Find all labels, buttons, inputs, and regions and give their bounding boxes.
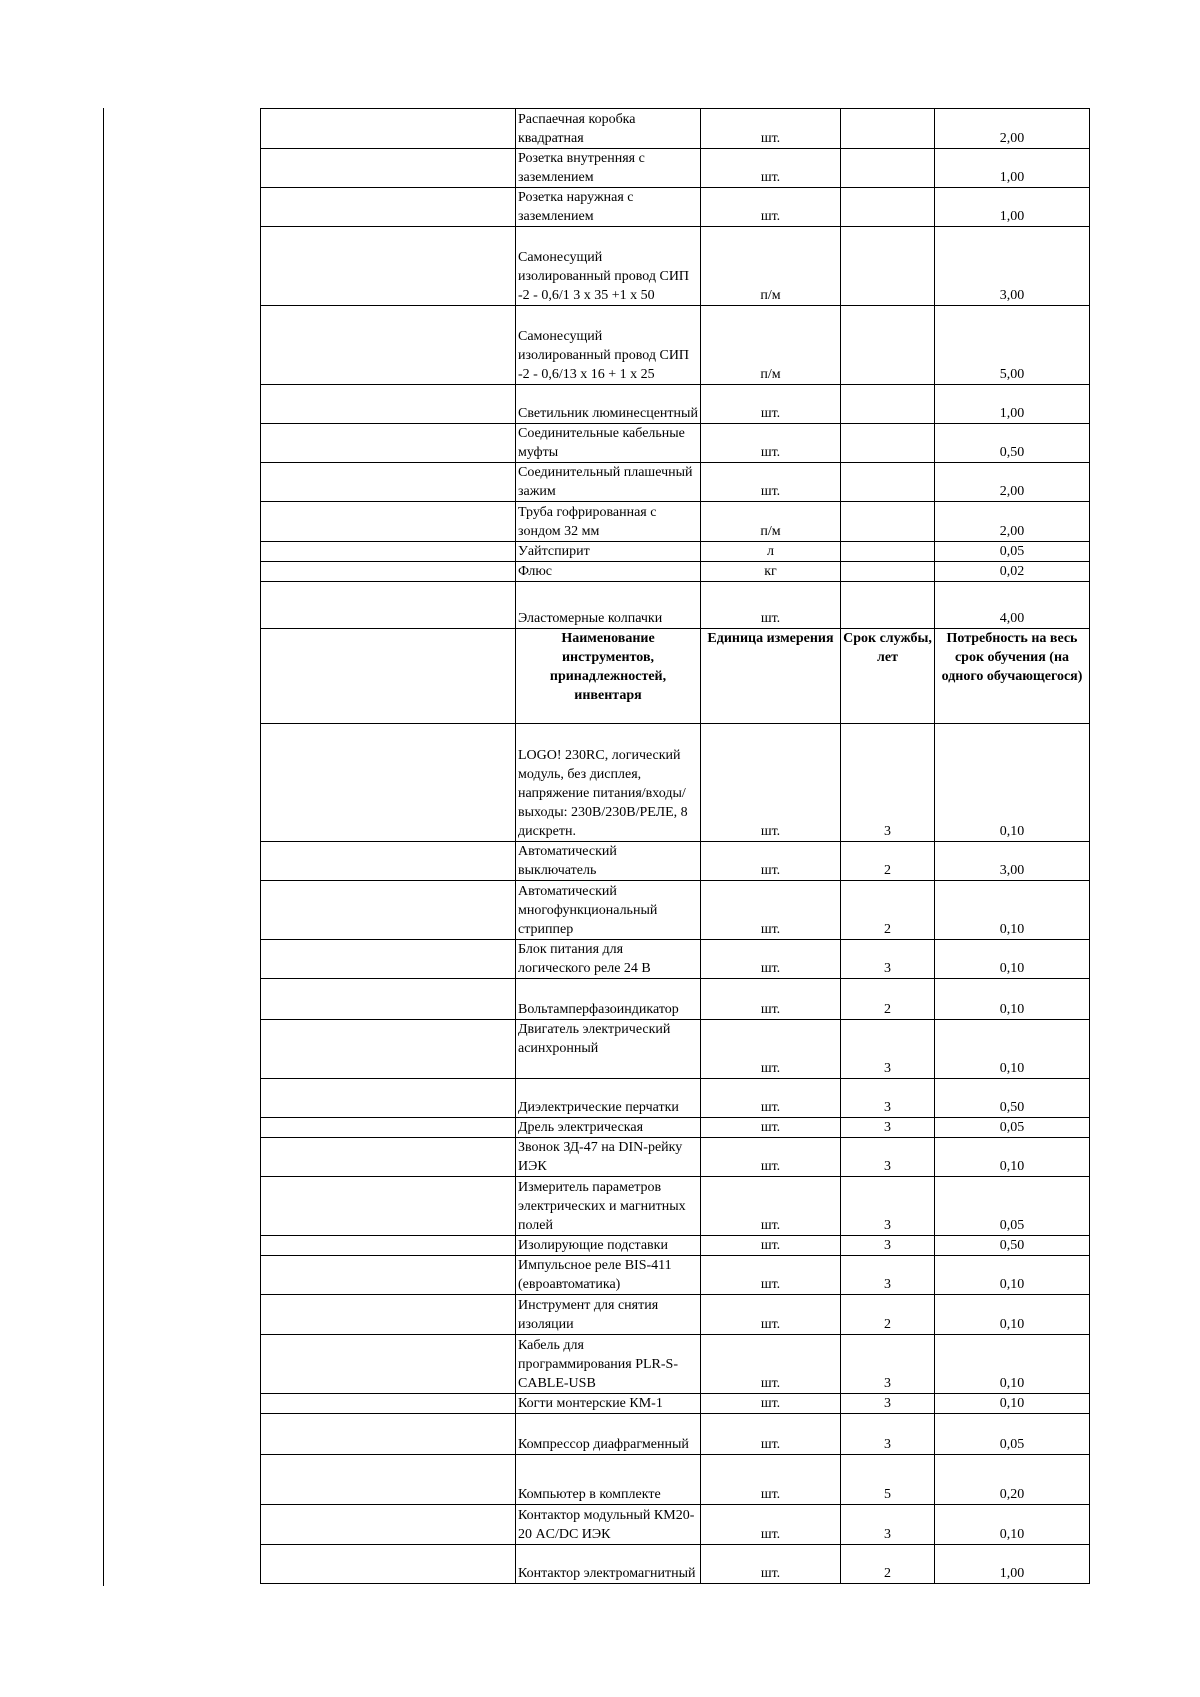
table-row — [261, 842, 1090, 881]
item-life: 3 — [841, 1256, 935, 1295]
item-qty: 0,10 — [935, 1505, 1090, 1545]
spacer-cell — [261, 1545, 516, 1584]
spacer-cell — [261, 1236, 516, 1256]
item-qty: 1,00 — [935, 188, 1090, 227]
item-life — [841, 502, 935, 542]
table-row — [261, 1335, 1090, 1394]
item-name: Двигатель электрический асинхронный — [516, 1020, 701, 1079]
table-row — [261, 188, 1090, 227]
item-qty: 0,10 — [935, 1295, 1090, 1335]
item-name: Соединительный плашечный зажим — [516, 463, 701, 502]
item-name: Когти монтерские КМ-1 — [516, 1394, 701, 1414]
item-name: Флюс — [516, 562, 701, 582]
item-name: Изолирующие подставки — [516, 1236, 701, 1256]
item-qty: 3,00 — [935, 227, 1090, 306]
spacer-cell — [261, 1455, 516, 1505]
item-unit: п/м — [701, 227, 841, 306]
spacer-cell — [261, 1256, 516, 1295]
item-life — [841, 188, 935, 227]
table-row — [261, 385, 1090, 424]
item-name: Соединительные кабельные муфты — [516, 424, 701, 463]
item-unit: шт. — [701, 724, 841, 842]
item-life: 3 — [841, 1394, 935, 1414]
item-life: 3 — [841, 1020, 935, 1079]
item-name: Труба гофрированная с зондом 32 мм — [516, 502, 701, 542]
item-unit: шт. — [701, 1177, 841, 1236]
item-qty: 0,05 — [935, 1177, 1090, 1236]
item-unit: шт. — [701, 979, 841, 1020]
item-life: 3 — [841, 940, 935, 979]
item-unit: шт. — [701, 1256, 841, 1295]
item-name: Контактор модульный КМ20-20 AC/DC ИЭК — [516, 1505, 701, 1545]
item-qty: 5,00 — [935, 306, 1090, 385]
table-body — [261, 109, 1090, 1584]
item-unit: шт. — [701, 1236, 841, 1256]
item-unit: шт. — [701, 1394, 841, 1414]
item-life — [841, 542, 935, 562]
table-row — [261, 1505, 1090, 1545]
item-life — [841, 149, 935, 188]
item-qty: 2,00 — [935, 502, 1090, 542]
table-row — [261, 1118, 1090, 1138]
spacer-cell — [261, 1414, 516, 1455]
table-row — [261, 1455, 1090, 1505]
item-qty: 2,00 — [935, 109, 1090, 149]
item-qty: 0,10 — [935, 1020, 1090, 1079]
item-qty: 0,05 — [935, 542, 1090, 562]
item-unit: шт. — [701, 463, 841, 502]
left-margin-rule — [103, 108, 104, 1586]
item-qty: 4,00 — [935, 582, 1090, 629]
spacer-cell — [261, 940, 516, 979]
item-life — [841, 227, 935, 306]
spacer-cell — [261, 881, 516, 940]
item-name: Розетка наружная с заземлением — [516, 188, 701, 227]
spacer-cell — [261, 306, 516, 385]
item-name: Автоматический выключатель — [516, 842, 701, 881]
header-row — [261, 629, 1090, 724]
spacer-cell — [261, 629, 516, 724]
spacer-cell — [261, 463, 516, 502]
table-row — [261, 582, 1090, 629]
item-life: 3 — [841, 1138, 935, 1177]
materials-table — [260, 108, 1090, 1584]
item-unit: шт. — [701, 1138, 841, 1177]
item-name: Импульсное реле BIS-411 (евроавтоматика) — [516, 1256, 701, 1295]
item-life: 2 — [841, 979, 935, 1020]
table-row — [261, 149, 1090, 188]
item-qty: 2,00 — [935, 463, 1090, 502]
item-unit: шт. — [701, 1335, 841, 1394]
item-unit: шт. — [701, 1295, 841, 1335]
item-life — [841, 463, 935, 502]
item-unit: шт. — [701, 1020, 841, 1079]
item-qty: 0,10 — [935, 1335, 1090, 1394]
item-name: Измеритель параметров электрических и магнитных полей — [516, 1177, 701, 1236]
spacer-cell — [261, 1118, 516, 1138]
item-life: 3 — [841, 724, 935, 842]
table-row — [261, 1079, 1090, 1118]
spacer-cell — [261, 1505, 516, 1545]
item-qty: 0,10 — [935, 724, 1090, 842]
item-unit: шт. — [701, 1505, 841, 1545]
item-life — [841, 385, 935, 424]
item-unit: шт. — [701, 1414, 841, 1455]
item-life: 3 — [841, 1118, 935, 1138]
spacer-cell — [261, 582, 516, 629]
header-life: Срок службы, лет — [841, 629, 935, 724]
item-unit: шт. — [701, 940, 841, 979]
item-life: 3 — [841, 1335, 935, 1394]
item-qty: 1,00 — [935, 149, 1090, 188]
item-name: Компрессор диафрагменный — [516, 1414, 701, 1455]
item-name: Контактор электромагнитный — [516, 1545, 701, 1584]
spacer-cell — [261, 149, 516, 188]
spacer-cell — [261, 842, 516, 881]
table-row — [261, 1545, 1090, 1584]
item-life: 2 — [841, 1545, 935, 1584]
item-qty: 0,02 — [935, 562, 1090, 582]
item-life: 3 — [841, 1177, 935, 1236]
spacer-cell — [261, 724, 516, 842]
table-row — [261, 306, 1090, 385]
item-name: Инструмент для снятия изоляции — [516, 1295, 701, 1335]
item-name: Диэлектрические перчатки — [516, 1079, 701, 1118]
item-qty: 0,05 — [935, 1414, 1090, 1455]
spacer-cell — [261, 1295, 516, 1335]
item-life: 3 — [841, 1414, 935, 1455]
table-row — [261, 940, 1090, 979]
item-unit: шт. — [701, 582, 841, 629]
spacer-cell — [261, 562, 516, 582]
item-qty: 0,10 — [935, 940, 1090, 979]
item-qty: 3,00 — [935, 842, 1090, 881]
item-qty: 0,20 — [935, 1455, 1090, 1505]
spacer-cell — [261, 1177, 516, 1236]
spacer-cell — [261, 1020, 516, 1079]
item-qty: 1,00 — [935, 385, 1090, 424]
item-qty: 0,10 — [935, 1394, 1090, 1414]
item-unit: л — [701, 542, 841, 562]
table-row — [261, 227, 1090, 306]
table-row — [261, 1414, 1090, 1455]
table-row — [261, 1236, 1090, 1256]
item-unit: шт. — [701, 881, 841, 940]
table-row — [261, 542, 1090, 562]
item-life: 2 — [841, 881, 935, 940]
item-unit: шт. — [701, 385, 841, 424]
header-unit: Единица измерения — [701, 629, 841, 724]
table-row — [261, 881, 1090, 940]
header-name: Наименование инструментов, принадлежностей, инвентаря — [516, 629, 701, 724]
item-name: Светильник люминесцентный — [516, 385, 701, 424]
item-unit: шт. — [701, 1455, 841, 1505]
item-life: 3 — [841, 1505, 935, 1545]
item-life — [841, 109, 935, 149]
spacer-cell — [261, 109, 516, 149]
table-row — [261, 1295, 1090, 1335]
item-unit: шт. — [701, 149, 841, 188]
table-row — [261, 1177, 1090, 1236]
item-unit: шт. — [701, 424, 841, 463]
spacer-cell — [261, 1335, 516, 1394]
item-name: Дрель электрическая — [516, 1118, 701, 1138]
item-name: Вольтамперфазоиндикатор — [516, 979, 701, 1020]
item-unit: шт. — [701, 1118, 841, 1138]
item-unit: п/м — [701, 306, 841, 385]
table-row — [261, 724, 1090, 842]
spacer-cell — [261, 1394, 516, 1414]
item-qty: 0,50 — [935, 1079, 1090, 1118]
item-qty: 0,50 — [935, 424, 1090, 463]
item-qty: 1,00 — [935, 1545, 1090, 1584]
item-qty: 0,10 — [935, 979, 1090, 1020]
item-name: Компьютер в комплекте — [516, 1455, 701, 1505]
item-name: LOGO! 230RC, логический модуль, без дисплея, напряжение питания/входы/выходы: 230В/230В/РЕЛЕ, 8 дискретн. — [516, 724, 701, 842]
item-life: 2 — [841, 1295, 935, 1335]
spacer-cell — [261, 979, 516, 1020]
table-row — [261, 1256, 1090, 1295]
item-unit: кг — [701, 562, 841, 582]
item-qty: 0,05 — [935, 1118, 1090, 1138]
item-life: 5 — [841, 1455, 935, 1505]
spacer-cell — [261, 542, 516, 562]
table-row — [261, 1394, 1090, 1414]
item-name: Блок питания для логического реле 24 В — [516, 940, 701, 979]
table-row — [261, 979, 1090, 1020]
header-qty: Потребность на весь срок обучения (на одного обучающегося) — [935, 629, 1090, 724]
item-life: 3 — [841, 1079, 935, 1118]
item-qty: 0,10 — [935, 1256, 1090, 1295]
item-name: Кабель для программирования PLR-S-CABLE-USB — [516, 1335, 701, 1394]
spacer-cell — [261, 502, 516, 542]
item-name: Уайтспирит — [516, 542, 701, 562]
table-row — [261, 502, 1090, 542]
item-name: Звонок ЗД-47 на DIN-рейку ИЭК — [516, 1138, 701, 1177]
spacer-cell — [261, 1138, 516, 1177]
item-unit: п/м — [701, 502, 841, 542]
item-life — [841, 306, 935, 385]
item-name: Самонесущий изолированный провод СИП -2 - 0,6/13 х 16 + 1 х 25 — [516, 306, 701, 385]
item-unit: шт. — [701, 842, 841, 881]
table-row — [261, 463, 1090, 502]
item-unit: шт. — [701, 1079, 841, 1118]
item-qty: 0,10 — [935, 1138, 1090, 1177]
item-life: 2 — [841, 842, 935, 881]
item-life — [841, 582, 935, 629]
item-qty: 0,50 — [935, 1236, 1090, 1256]
item-qty: 0,10 — [935, 881, 1090, 940]
spacer-cell — [261, 424, 516, 463]
item-unit: шт. — [701, 188, 841, 227]
table-row — [261, 424, 1090, 463]
item-name: Эластомерные колпачки — [516, 582, 701, 629]
item-life — [841, 562, 935, 582]
spacer-cell — [261, 188, 516, 227]
item-name: Распаечная коробка квадратная — [516, 109, 701, 149]
item-life: 3 — [841, 1236, 935, 1256]
item-life — [841, 424, 935, 463]
item-name: Самонесущий изолированный провод СИП -2 - 0,6/1 3 х 35 +1 х 50 — [516, 227, 701, 306]
spacer-cell — [261, 385, 516, 424]
item-unit: шт. — [701, 109, 841, 149]
item-unit: шт. — [701, 1545, 841, 1584]
item-name: Автоматический многофункциональный стриппер — [516, 881, 701, 940]
item-name: Розетка внутренняя с заземлением — [516, 149, 701, 188]
spacer-cell — [261, 1079, 516, 1118]
table-row — [261, 1138, 1090, 1177]
spacer-cell — [261, 227, 516, 306]
table-row — [261, 109, 1090, 149]
table-row — [261, 1020, 1090, 1079]
table-row — [261, 562, 1090, 582]
